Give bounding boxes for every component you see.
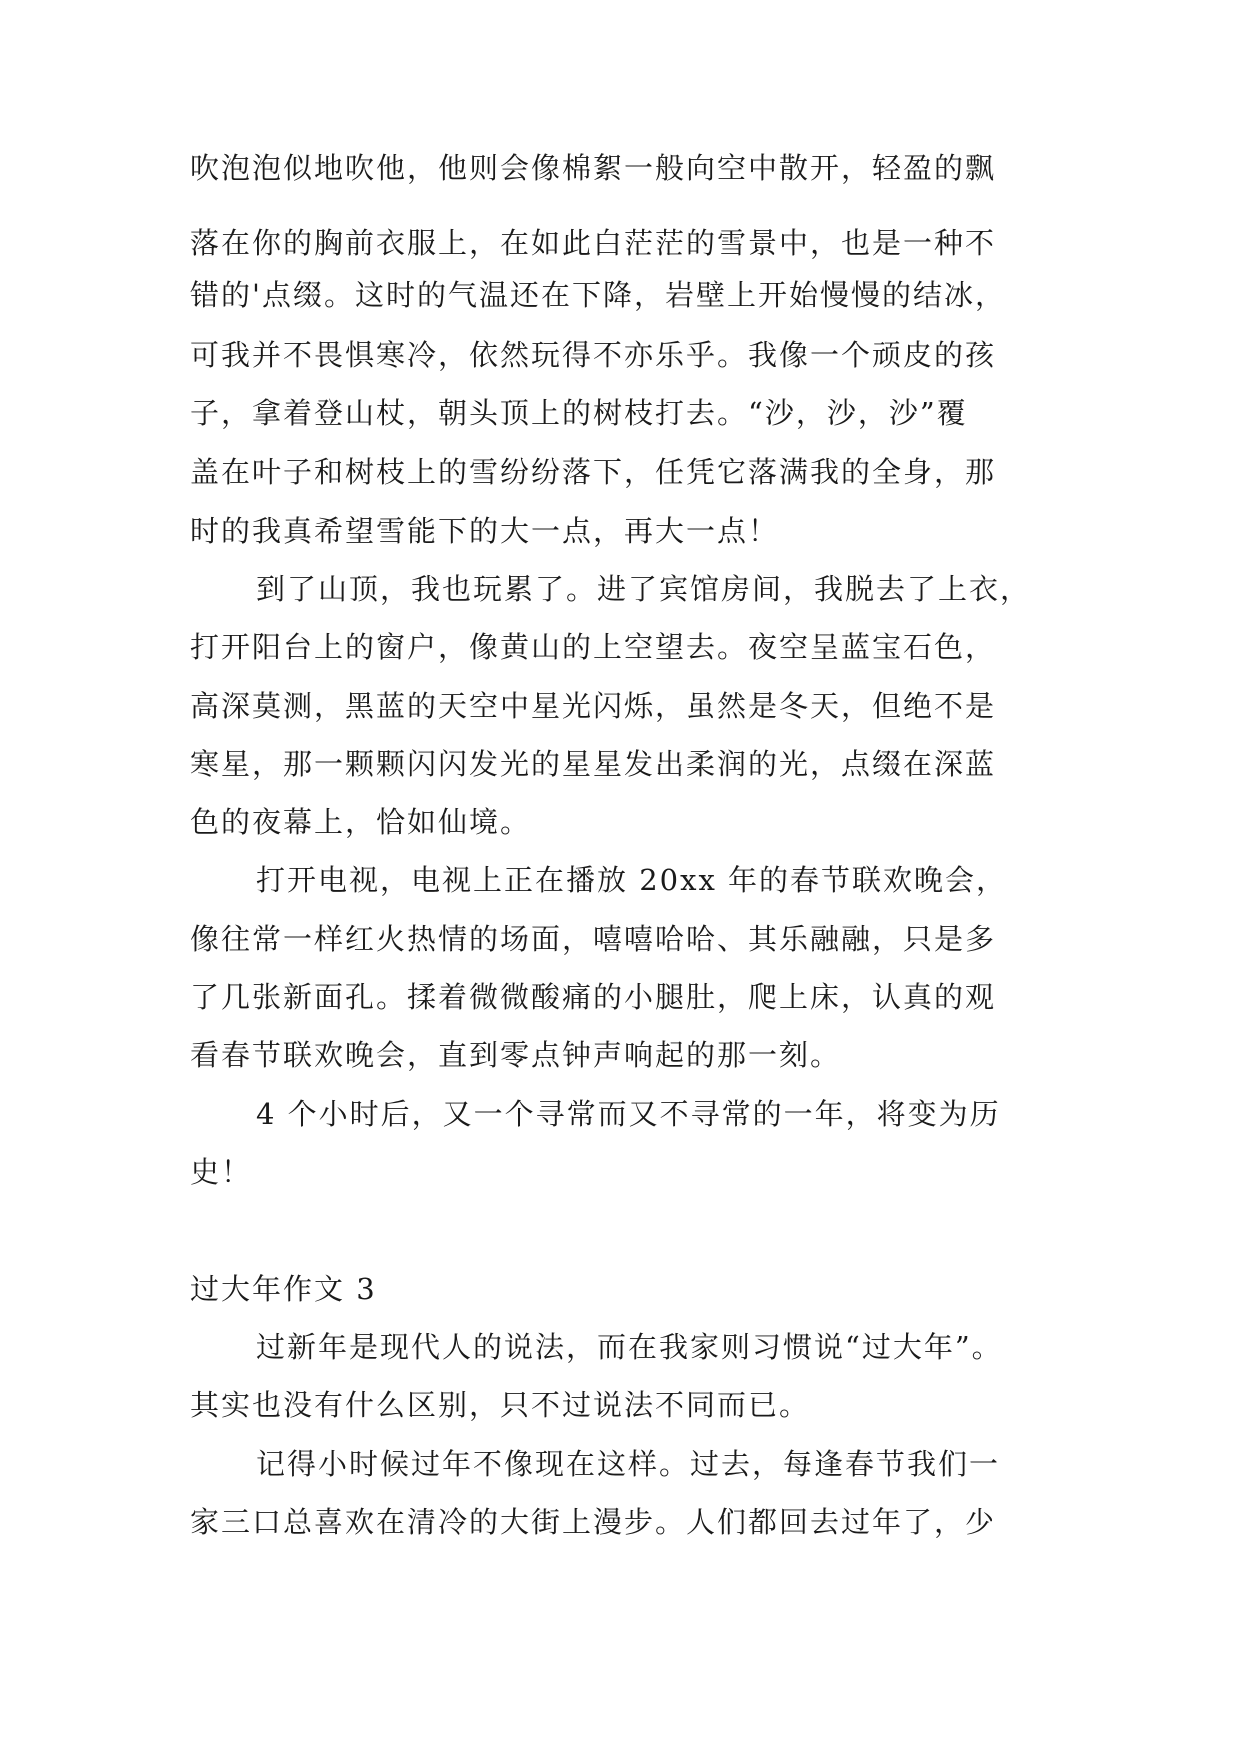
- text-line: 盖在叶子和树枝上的雪纷纷落下，任凭它落满我的全身，那: [190, 455, 997, 489]
- text-line: 吹泡泡似地吹他，他则会像棉絮一般向空中散开，轻盈的飘: [190, 151, 997, 185]
- text-line: 了几张新面孔。揉着微微酸痛的小腿肚，爬上床，认真的观: [190, 980, 997, 1014]
- section-title: 过大年作文 3: [190, 1272, 377, 1306]
- text-line: 寒星，那一颗颗闪闪发光的星星发出柔润的光，点缀在深蓝: [190, 747, 997, 781]
- text-line: 落在你的胸前衣服上，在如此白茫茫的雪景中，也是一种不: [190, 226, 997, 260]
- text-line: 错的'点缀。这时的气温还在下降，岩壁上开始慢慢的结冰，: [190, 278, 1006, 312]
- text-line: 高深莫测，黑蓝的天空中星光闪烁，虽然是冬天，但绝不是: [190, 689, 997, 723]
- paragraph-start: 到了山顶，我也玩累了。进了宾馆房间，我脱去了上衣，: [256, 572, 1032, 606]
- paragraph-start: 记得小时候过年不像现在这样。过去，每逢春节我们一: [256, 1447, 1001, 1481]
- paragraph-start: 打开电视，电视上正在播放 20xx 年的春节联欢晚会，: [256, 863, 1008, 897]
- paragraph-start: 过新年是现代人的说法，而在我家则习惯说“过大年”。: [256, 1330, 1003, 1364]
- text-line: 时的我真希望雪能下的大一点，再大一点！: [190, 514, 780, 548]
- text-line: 家三口总喜欢在清冷的大街上漫步。人们都回去过年了，少: [190, 1505, 997, 1539]
- text-line: 史！: [190, 1155, 253, 1189]
- text-line: 其实也没有什么区别，只不过说法不同而已。: [190, 1388, 811, 1422]
- text-line: 像往常一样红火热情的场面，嘻嘻哈哈、其乐融融，只是多: [190, 922, 997, 956]
- text-line: 色的夜幕上，恰如仙境。: [190, 805, 532, 839]
- text-line: 子，拿着登山杖，朝头顶上的树枝打去。“沙，沙，沙”覆: [190, 396, 968, 430]
- text-line: 打开阳台上的窗户，像黄山的上空望去。夜空呈蓝宝石色，: [190, 630, 997, 664]
- text-line: 看春节联欢晚会，直到零点钟声响起的那一刻。: [190, 1038, 842, 1072]
- paragraph-start: 4 个小时后，又一个寻常而又不寻常的一年，将变为历: [256, 1097, 1001, 1131]
- text-line: 可我并不畏惧寒冷，依然玩得不亦乐乎。我像一个顽皮的孩: [190, 338, 997, 372]
